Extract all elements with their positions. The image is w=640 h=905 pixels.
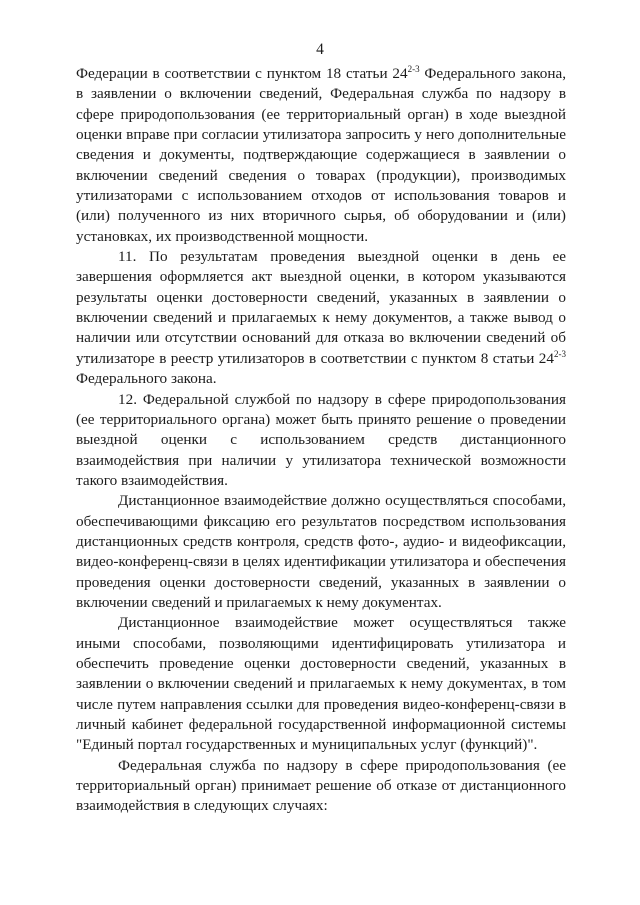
text-run: Федерации в соответствии с пунктом 18 статьи 24 [76,65,408,82]
text-run: 11. По результатам проведения выездной оценки в день ее завершения оформляется акт выездной оценки, в котором указываются результаты оценки достоверности сведений, указанных в заявлении о включении сведений и прилагаемых к нему документов, а также вывод о наличии или отсутствии оснований для отказа во включении сведений об утилизаторе в реестр утилизаторов в соответствии с пунктом 8 статьи 24 [76,248,566,367]
document-body [76,64,566,817]
text-run: 12. Федеральной службой по надзору в сфере природопользования (ее территориального органа) может быть принято решение о проведении выездной оценки с использованием средств дистанционного взаимодействия при наличии у утилизатора технической возможности такого взаимодействия. [76,390,566,489]
text-run: Федерального закона, в заявлении о включении сведений, Федеральная служба по надзору в сфере природопользования (ее территориальный орган) в ходе выездной оценки вправе при согласии утилизатора запросить у него дополнительные сведения и документы, подтверждающие содержащиеся в заявлении о включении сведений сведения о товарах (продукции), производимых утилизаторами с использованием отходов от использования товаров и (или) полученного из них вторичного сырья, об оборудовании и (или) установках, их производственной мощности. [76,65,566,245]
paragraph [76,756,566,817]
paragraph [76,247,566,389]
paragraph [76,64,566,247]
paragraph [76,390,566,492]
page-number: 4 [316,41,324,58]
superscript: 2-3 [554,348,566,359]
superscript: 2-3 [407,64,420,74]
paragraph [76,613,566,755]
text-run: Дистанционное взаимодействие должно осуществляться способами, обеспечивающими фиксацию его результатов посредством использования дистанционных средств контроля, средств фото-, аудио- и видеофиксации, видео-конференц-связи в целях идентификации утилизатора и обеспечения проведения оценки достоверности сведений, указанных в заявлении о включении сведений и прилагаемых к нему документах. [76,492,566,611]
text-run: Федерального закона. [76,370,217,388]
text-run: Федеральная служба по надзору в сфере природопользования (ее территориальный орган) принимает решение об отказе от дистанционного взаимодействия в следующих случаях: [76,756,566,815]
text-run: Дистанционное взаимодействие может осуществляться также иными способами, позволяющими идентифицировать утилизатора и обеспечить проведение оценки достоверности сведений, указанных в заявлении о включении сведений и прилагаемых к нему документах, в том числе путем направления ссылки для проведения видео-конференц-связи в личный кабинет федеральной государственной информационной системы "Единый портал государственных и муниципальных услуг (функций)". [76,614,566,754]
paragraph [76,491,566,613]
